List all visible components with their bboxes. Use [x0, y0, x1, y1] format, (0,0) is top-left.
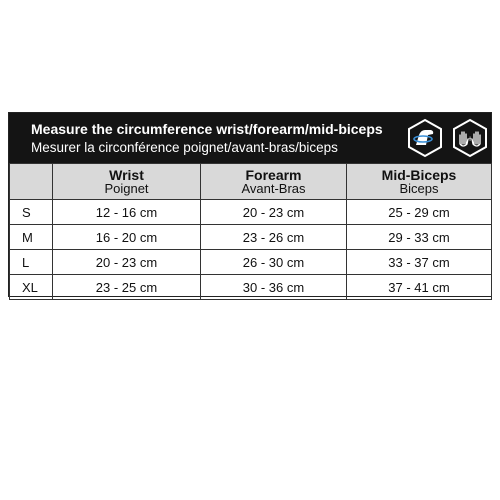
arm-measure-icon	[406, 118, 444, 158]
banner-title-en: Measure the circumference wrist/forearm/mid-biceps	[31, 121, 383, 137]
header-forearm	[201, 164, 347, 200]
header-label-en: Wrist	[109, 166, 144, 183]
hands-icon	[451, 118, 489, 158]
header-label-fr: Avant-Bras	[241, 180, 306, 196]
wrist-cell: 12 - 16 cm	[53, 200, 201, 225]
biceps-cell: 37 - 41 cm	[347, 275, 492, 300]
header-label-en: Mid-Biceps	[381, 166, 457, 183]
svg-text:+: +	[467, 135, 473, 143]
size-table	[9, 163, 492, 300]
banner-title-fr: Mesurer la circonférence poignet/avant-bras/biceps	[31, 140, 338, 155]
wrist-cell: 16 - 20 cm	[53, 225, 201, 250]
wrist-cell: 20 - 23 cm	[53, 250, 201, 275]
table-row	[10, 225, 492, 250]
header-label-fr: Poignet	[104, 180, 149, 196]
biceps-cell: 33 - 37 cm	[347, 250, 492, 275]
size-cell: L	[10, 250, 53, 275]
table-row	[10, 275, 492, 300]
header-wrist	[53, 164, 201, 200]
biceps-cell: 25 - 29 cm	[347, 200, 492, 225]
table-row	[10, 200, 492, 225]
header-label-fr: Biceps	[399, 180, 439, 196]
forearm-cell: 30 - 36 cm	[201, 275, 347, 300]
forearm-cell: 26 - 30 cm	[201, 250, 347, 275]
header-blank	[10, 164, 53, 200]
size-chart-banner	[9, 113, 491, 163]
size-cell: XL	[10, 275, 53, 300]
size-cell: S	[10, 200, 53, 225]
header-label-en: Forearm	[245, 166, 302, 183]
wrist-cell: 23 - 25 cm	[53, 275, 201, 300]
size-chart	[8, 112, 492, 297]
forearm-cell: 23 - 26 cm	[201, 225, 347, 250]
table-row	[10, 250, 492, 275]
forearm-cell: 20 - 23 cm	[201, 200, 347, 225]
biceps-cell: 29 - 33 cm	[347, 225, 492, 250]
size-cell: M	[10, 225, 53, 250]
table-header-row	[10, 164, 492, 200]
header-biceps	[347, 164, 492, 200]
